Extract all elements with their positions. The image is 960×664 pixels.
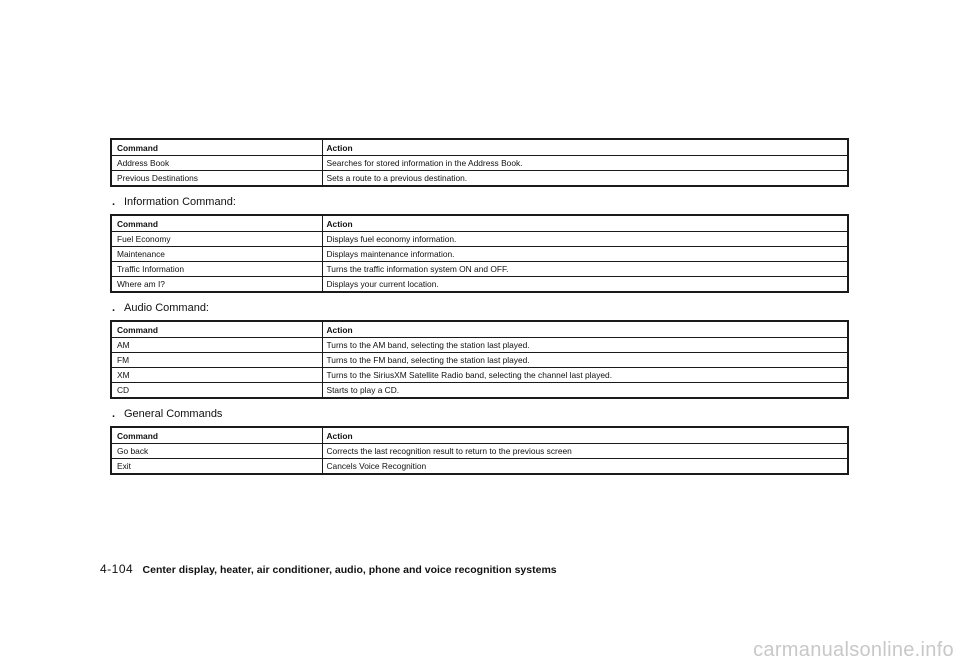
command-cell: Go back	[111, 444, 322, 459]
action-cell: Cancels Voice Recognition	[322, 459, 848, 475]
table-row	[111, 368, 848, 383]
action-cell: Turns to the SiriusXM Satellite Radio band, selecting the channel last played.	[322, 368, 848, 383]
command-table-general	[110, 426, 849, 475]
command-cell: XM	[111, 368, 322, 383]
command-cell: AM	[111, 338, 322, 353]
command-cell: Previous Destinations	[117, 173, 198, 183]
watermark: carmanualsonline.info	[753, 639, 954, 661]
table-row	[111, 353, 848, 368]
section-label: Audio Command:	[124, 302, 209, 314]
action-cell: Displays your current location.	[322, 277, 848, 293]
header-command: Command	[111, 427, 322, 444]
table-row	[111, 444, 848, 459]
bullet-icon: .	[112, 302, 116, 314]
table-row	[111, 247, 848, 262]
table-row	[111, 277, 848, 293]
command-cell: Traffic Information	[111, 262, 322, 277]
section-heading-audio	[112, 302, 209, 314]
action-cell: Turns to the FM band, selecting the station last played.	[322, 353, 848, 368]
header-command: Command	[111, 321, 322, 338]
page-footer	[100, 562, 557, 576]
header-command: Command	[111, 139, 322, 156]
command-cell: Address Book	[111, 156, 322, 171]
table-header-row	[111, 139, 848, 156]
command-cell: CD	[117, 385, 130, 395]
header-action: Action	[322, 321, 848, 338]
action-cell: Starts to play a CD.	[322, 383, 848, 399]
command-table-information	[110, 214, 849, 293]
command-cell: Exit	[117, 461, 131, 471]
table-header-row	[111, 427, 848, 444]
table-header-row	[111, 321, 848, 338]
header-action: Action	[322, 427, 848, 444]
table-row	[111, 171, 848, 187]
table-row	[111, 156, 848, 171]
table-header-row	[111, 215, 848, 232]
section-heading-general	[112, 408, 222, 420]
command-table-audio	[110, 320, 849, 399]
section-label: General Commands	[124, 408, 223, 420]
action-cell: Turns to the AM band, selecting the station last played.	[322, 338, 848, 353]
header-command: Command	[111, 215, 322, 232]
section-heading-information	[112, 196, 236, 208]
table-row	[111, 338, 848, 353]
section-label: Information Command:	[124, 196, 236, 208]
header-action: Action	[322, 215, 848, 232]
table-row	[111, 232, 848, 247]
action-cell: Displays maintenance information.	[322, 247, 848, 262]
bullet-icon: .	[112, 408, 116, 420]
command-cell: Fuel Economy	[111, 232, 322, 247]
command-cell: Maintenance	[111, 247, 322, 262]
chapter-title: Center display, heater, air conditioner, audio, phone and voice recognition systems	[142, 564, 557, 576]
table-row	[111, 383, 848, 399]
page-number: 4-104	[100, 562, 134, 576]
command-cell: Where am I?	[117, 279, 165, 289]
action-cell: Turns the traffic information system ON and OFF.	[322, 262, 848, 277]
action-cell: Searches for stored information in the Address Book.	[322, 156, 848, 171]
command-cell: FM	[111, 353, 322, 368]
table-row	[111, 459, 848, 475]
command-table-navigation	[110, 138, 849, 187]
action-cell: Sets a route to a previous destination.	[322, 171, 848, 187]
table-row	[111, 262, 848, 277]
header-action: Action	[322, 139, 848, 156]
action-cell: Displays fuel economy information.	[322, 232, 848, 247]
bullet-icon: .	[112, 196, 116, 208]
action-cell: Corrects the last recognition result to return to the previous screen	[322, 444, 848, 459]
